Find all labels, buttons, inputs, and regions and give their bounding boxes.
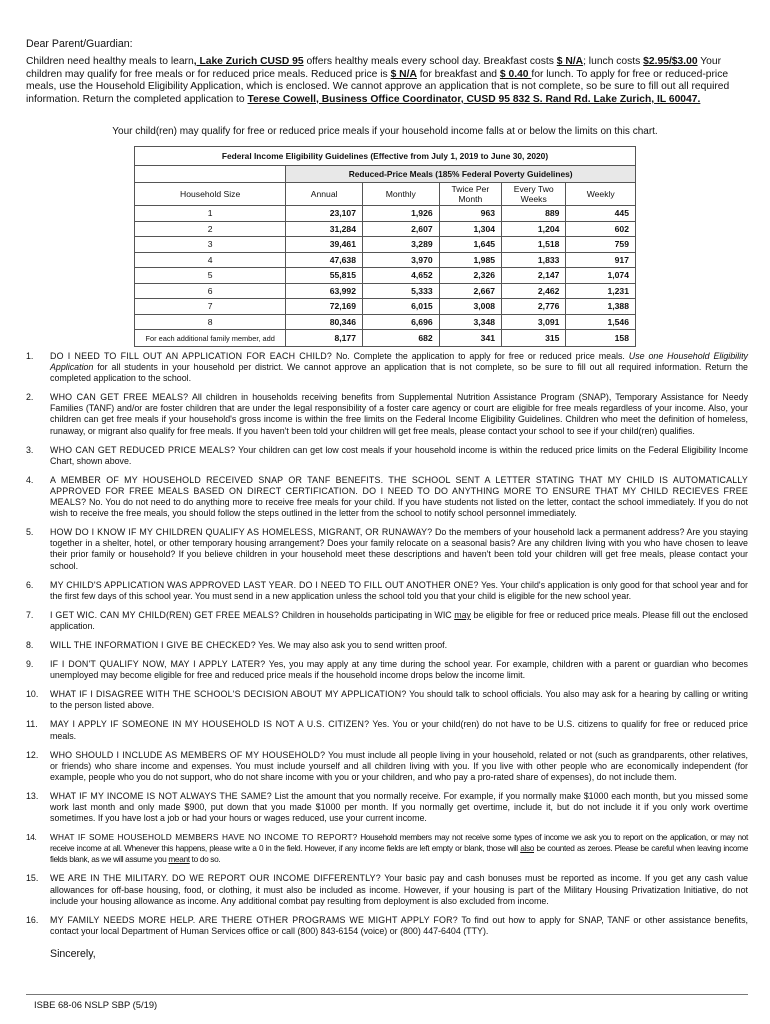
household-size-cell: 2	[135, 221, 286, 237]
income-cell: 2,326	[439, 268, 501, 284]
faq-question: WE ARE IN THE MILITARY. DO WE REPORT OUR INCOME DIFFERENTLY?	[50, 873, 381, 884]
income-cell: 889	[502, 206, 566, 222]
faq-number: 9.	[26, 659, 34, 670]
intro-text-3: ; lunch costs	[583, 56, 644, 67]
household-size-cell: 5	[135, 268, 286, 284]
income-cell: 1,645	[439, 237, 501, 253]
intro-text-4: Your children may qualify for free meals or for reduced price meals. Reduced price is	[26, 56, 722, 80]
faq-number: 14.	[26, 832, 37, 843]
faq-item	[26, 659, 748, 681]
income-cell: 39,461	[286, 237, 363, 253]
faq-item	[26, 689, 748, 711]
income-cell: 3,348	[439, 314, 501, 330]
table-row	[135, 221, 636, 237]
faq-item	[26, 640, 748, 651]
faq-answer-continued: be eligible for free or reduced price meals. Please fill out the enclosed application.	[50, 609, 748, 631]
faq-item	[26, 873, 748, 906]
faq-item	[26, 475, 748, 519]
faq-question: WHAT IF I DISAGREE WITH THE SCHOOL'S DECISION ABOUT MY APPLICATION?	[50, 689, 407, 700]
faq-answer: Household members may not receive some types of income we ask you to report on the application, or may not receive income at all. Whenever this happens, please write a 0 in the field. However, if any income fields are left empty or blank, those will	[50, 832, 748, 854]
faq-number: 16.	[26, 914, 39, 925]
intro-text-6: for lunch. To apply for free or reduced-price meals, use the Household Eligibility Application, which is enclosed. We cannot approve an application that is not complete, so be sure to fill out all required information. Return the completed application to	[26, 68, 730, 105]
table-row	[135, 330, 636, 347]
income-cell: 3,289	[362, 237, 439, 253]
household-size-cell: 7	[135, 299, 286, 315]
income-cell: 1,985	[439, 252, 501, 268]
faq-question: MY CHILD'S APPLICATION WAS APPROVED LAST YEAR. DO I NEED TO FILL OUT ANOTHER ONE?	[50, 579, 479, 590]
household-size-cell: 8	[135, 314, 286, 330]
income-cell: 8,177	[286, 330, 363, 347]
household-size-cell: 6	[135, 283, 286, 299]
faq-item	[26, 610, 748, 632]
income-cell: 2,607	[362, 221, 439, 237]
faq-answer: Yes. Your child's application is only good for that school year and for the first few days of this school year. You must send in a new application unless the school told you that your child is eligible for the new school year.	[50, 579, 748, 601]
faq-answer: No. Complete the application to apply for free or reduced price meals.	[332, 351, 629, 361]
faq-question: I GET WIC. CAN MY CHILD(REN) GET FREE MEALS?	[50, 609, 280, 620]
salutation: Dear Parent/Guardian:	[26, 38, 133, 50]
faq-question: WHAT IF MY INCOME IS NOT ALWAYS THE SAME?	[50, 790, 272, 801]
income-cell: 1,926	[362, 206, 439, 222]
faq-item	[26, 750, 748, 783]
intro-paragraph	[26, 56, 748, 106]
faq-answer: You must include all people living in your household, related or not (such as grandparents, other relatives, or friends) who share income and expenses. You must include yourself and all children living with you. If you live with other people who are economically independent (for example, people who you do not support, who do not share income with you or your children, and who pay a pro-rated share of expenses), do not include them.	[50, 749, 748, 782]
additional-member-label: For each additional family member, add	[135, 330, 286, 347]
faq-answer-underlined: also	[520, 843, 535, 854]
faq-answer: All children in households receiving benefits from Supplemental Nutrition Assistance Program (SNAP), Temporary Assistance for Needy Families (TANF) and/or are foster children that are under the legal responsibility of a foster care agency or court are eligible for free meals regardless of your income. Also, your children can get free meals if your household's gross income is within the free limits on the Federal Income Eligibility Guidelines. Children who meet the definition of homeless, runaway, or migrant also qualify for free meals. If you haven't been told your children will get free meals, please contact your school to see if your child(ren) qualifies.	[50, 392, 749, 436]
income-eligibility-table	[134, 146, 636, 347]
income-cell: 1,546	[566, 314, 636, 330]
faq-question: HOW DO I KNOW IF MY CHILDREN QUALIFY AS HOMELESS, MIGRANT, OR RUNAWAY?	[50, 527, 433, 538]
table-row	[135, 206, 636, 222]
faq-item	[26, 915, 748, 937]
faq-answer: To find out how to apply for SNAP, TANF or other assistance benefits, contact your local Department of Human Services office or call (800) 843-6154 (voice) or (800) 447-6404 (TTY).	[50, 914, 749, 936]
income-cell: 80,346	[286, 314, 363, 330]
income-cell: 917	[566, 252, 636, 268]
income-cell: 2,667	[439, 283, 501, 299]
faq-answer-continued: for all students in your household per district. We cannot approve an application that is not complete, so be sure to fill out all required information. Return the completed application to the school.	[50, 362, 748, 384]
faq-question: WHO CAN GET FREE MEALS?	[50, 392, 189, 403]
faq-answer: Do the members of your household lack a permanent address? Are you staying together in a shelter, hotel, or other temporary housing arrangement? Does your family relocate on a seasonal basis? Are any children living with you who have chosen to leave their prior family or household? If you believe children in your household meet these descriptions and haven't been told your children will get free meals, please contact your school.	[50, 527, 748, 571]
table-row	[135, 237, 636, 253]
qualify-statement: Your child(ren) may qualify for free or reduced price meals if your household income falls at or below the limits on this chart.	[112, 126, 658, 137]
faq-number: 6.	[26, 579, 34, 590]
faq-number: 5.	[26, 527, 34, 538]
household-size-cell: 4	[135, 252, 286, 268]
income-cell: 23,107	[286, 206, 363, 222]
faq-answer-continued: to do so.	[189, 854, 221, 865]
faq-item	[26, 527, 748, 571]
intro-text-2: offers healthy meals every school day. Breakfast costs	[303, 56, 557, 67]
breakfast-cost: $ N/A	[556, 56, 584, 67]
form-id-footer: ISBE 68-06 NSLP SBP (5/19)	[34, 999, 158, 1010]
table-row	[135, 283, 636, 299]
faq-item	[26, 580, 748, 602]
income-cell: 341	[439, 330, 501, 347]
income-cell: 1,304	[439, 221, 501, 237]
income-cell: 445	[566, 206, 636, 222]
faq-number: 1.	[26, 351, 34, 361]
income-cell: 3,008	[439, 299, 501, 315]
income-cell: 6,015	[362, 299, 439, 315]
header-twice-per-month: Twice Per Month	[439, 183, 501, 206]
faq-answer: No. You do not need to do anything more to receive free meals for your child. If you have students not listed on the letter, contact the school immediately. If you do not wish to receive the free meals, you should follow the steps outlined in the letter from the school to notify school personnel immediately.	[50, 497, 748, 519]
faq-answer: Your children can get low cost meals if your household income is within the reduced price limits on the Federal Eligibility Income Chart, shown above.	[50, 444, 748, 466]
income-cell: 3,091	[502, 314, 566, 330]
table-header-row	[135, 183, 636, 206]
faq-number: 7.	[26, 609, 34, 620]
faq-number: 13.	[26, 790, 39, 801]
faq-question: WILL THE INFORMATION I GIVE BE CHECKED?	[50, 639, 256, 650]
return-address: Terese Cowell, Business Office Coordinator, CUSD 95 832 S. Rand Rd. Lake Zurich, IL 60047.	[247, 93, 701, 105]
faq-question: WHAT IF SOME HOUSEHOLD MEMBERS HAVE NO INCOME TO REPORT?	[50, 832, 358, 843]
faq-list	[26, 351, 748, 945]
header-annual: Annual	[286, 183, 363, 206]
header-household-size: Household Size	[135, 183, 286, 206]
closing: Sincerely,	[50, 948, 96, 960]
reduced-lunch-cost: $ 0.40	[499, 68, 532, 80]
income-cell: 963	[439, 206, 501, 222]
table-title: Federal Income Eligibility Guidelines (Effective from July 1, 2019 to June 30, 2020)	[135, 147, 636, 166]
faq-item	[26, 791, 748, 824]
income-cell: 1,833	[502, 252, 566, 268]
intro-text-5: for breakfast and	[416, 68, 500, 80]
faq-item	[26, 445, 748, 467]
table-blank-cell	[135, 166, 286, 183]
income-cell: 6,696	[362, 314, 439, 330]
faq-answer-underlined: may	[454, 609, 471, 620]
table-title-row	[135, 147, 636, 166]
faq-answer: You should talk to school officials. You also may ask for a hearing by calling or writing to the person listed above.	[50, 689, 748, 711]
income-cell: 1,518	[502, 237, 566, 253]
header-monthly: Monthly	[362, 183, 439, 206]
income-cell: 2,462	[502, 283, 566, 299]
table-row	[135, 314, 636, 330]
faq-item	[26, 392, 748, 436]
table-row	[135, 268, 636, 284]
income-cell: 4,652	[362, 268, 439, 284]
faq-answer: Yes. We may also ask you to send written proof.	[255, 639, 448, 650]
faq-number: 10.	[26, 689, 39, 700]
table-subtitle: Reduced-Price Meals (185% Federal Poverty Guidelines)	[286, 166, 636, 183]
district-name: , Lake Zurich CUSD 95	[193, 56, 304, 67]
faq-number: 8.	[26, 639, 34, 650]
faq-item	[26, 832, 748, 865]
reduced-breakfast-cost: $ N/A	[390, 68, 417, 80]
income-cell: 55,815	[286, 268, 363, 284]
faq-question: DO I NEED TO FILL OUT AN APPLICATION FOR EACH CHILD?	[50, 351, 333, 361]
faq-number: 3.	[26, 444, 34, 455]
income-cell: 1,204	[502, 221, 566, 237]
table-row	[135, 252, 636, 268]
income-cell: 47,638	[286, 252, 363, 268]
faq-answer: Yes, you may apply at any time during the school year. For example, children with a parent or guardian who becomes unemployed may become eligible for free and reduced price meals if the household income drops below the income limit.	[50, 659, 748, 681]
intro-text-1: Children need healthy meals to learn	[26, 56, 194, 67]
income-cell: 72,169	[286, 299, 363, 315]
faq-answer: Yes. You or your child(ren) do not have to be U.S. citizens to qualify for free or reduced price meals.	[50, 719, 748, 741]
faq-answer: Your basic pay and cash bonuses must be reported as income. If you get any cash value allowances for off-base housing, food, or clothing, it must also be included as income. However, if your housing is part of the Military Housing Privatization Initiative, do not include your housing allowance as income. Any additional combat pay resulting from deployment is also excluded from income.	[50, 873, 748, 906]
faq-question: WHO SHOULD I INCLUDE AS MEMBERS OF MY HOUSEHOLD?	[50, 749, 326, 760]
faq-item	[26, 719, 748, 741]
table-row	[135, 299, 636, 315]
faq-answer-emphasis: Use one Household Eligibility Application	[50, 351, 748, 373]
income-cell: 682	[362, 330, 439, 347]
table-body	[135, 206, 636, 347]
table-subtitle-row	[135, 166, 636, 183]
faq-number: 15.	[26, 873, 39, 884]
faq-answer-underlined: meant	[168, 854, 190, 865]
income-cell: 5,333	[362, 283, 439, 299]
household-size-cell: 1	[135, 206, 286, 222]
income-cell: 2,147	[502, 268, 566, 284]
faq-question: MY FAMILY NEEDS MORE HELP. ARE THERE OTHER PROGRAMS WE MIGHT APPLY FOR?	[50, 914, 458, 925]
faq-answer: List the amount that you normally receive. For example, if you normally make $1000 each month, but you missed some work last month and only made $900, put down that you made $1000 per month. If you normally get overtime, include it, but do not include it if you only work overtime sometimes. If you have lost a job or had your hours or wages reduced, use your current income.	[50, 790, 748, 824]
faq-answer: Children in households participating in WIC	[279, 609, 455, 620]
income-cell: 3,970	[362, 252, 439, 268]
income-cell: 759	[566, 237, 636, 253]
income-cell: 1,231	[566, 283, 636, 299]
income-cell: 1,388	[566, 299, 636, 315]
header-every-two-weeks: Every Two Weeks	[502, 183, 566, 206]
lunch-cost: $2.95/$3.00	[643, 56, 698, 67]
faq-question: MAY I APPLY IF SOMEONE IN MY HOUSEHOLD IS NOT A U.S. CITIZEN?	[50, 719, 370, 730]
footer-divider	[26, 994, 748, 995]
income-cell: 158	[566, 330, 636, 347]
faq-question: WHO CAN GET REDUCED PRICE MEALS?	[50, 444, 236, 455]
faq-question: A MEMBER OF MY HOUSEHOLD RECEIVED SNAP OR TANF BENEFITS. THE SCHOOL SENT A LETTER STATING THAT MY CHILD IS AUTOMATICALLY APPROVED FOR FREE MEALS BASED ON DIRECT CERTIFICATION. DO I NEED TO DO ANYTHING MORE TO ENSURE THAT MY CHILD RECIEVES FREE MEALS?	[50, 474, 748, 508]
income-cell: 63,992	[286, 283, 363, 299]
faq-answer-continued: be counted as zeroes. Please be careful when leaving income fields blank, as we will assume you	[50, 843, 748, 865]
income-cell: 602	[566, 221, 636, 237]
income-cell: 1,074	[566, 268, 636, 284]
faq-number: 4.	[26, 474, 34, 485]
faq-number: 12.	[26, 749, 39, 760]
faq-number: 11.	[26, 719, 38, 730]
faq-number: 2.	[26, 392, 34, 403]
household-size-cell: 3	[135, 237, 286, 253]
faq-question: IF I DON'T QUALIFY NOW, MAY I APPLY LATER?	[50, 659, 266, 670]
header-weekly: Weekly	[566, 183, 636, 206]
income-cell: 315	[502, 330, 566, 347]
income-cell: 2,776	[502, 299, 566, 315]
faq-item	[26, 351, 748, 384]
income-cell: 31,284	[286, 221, 363, 237]
